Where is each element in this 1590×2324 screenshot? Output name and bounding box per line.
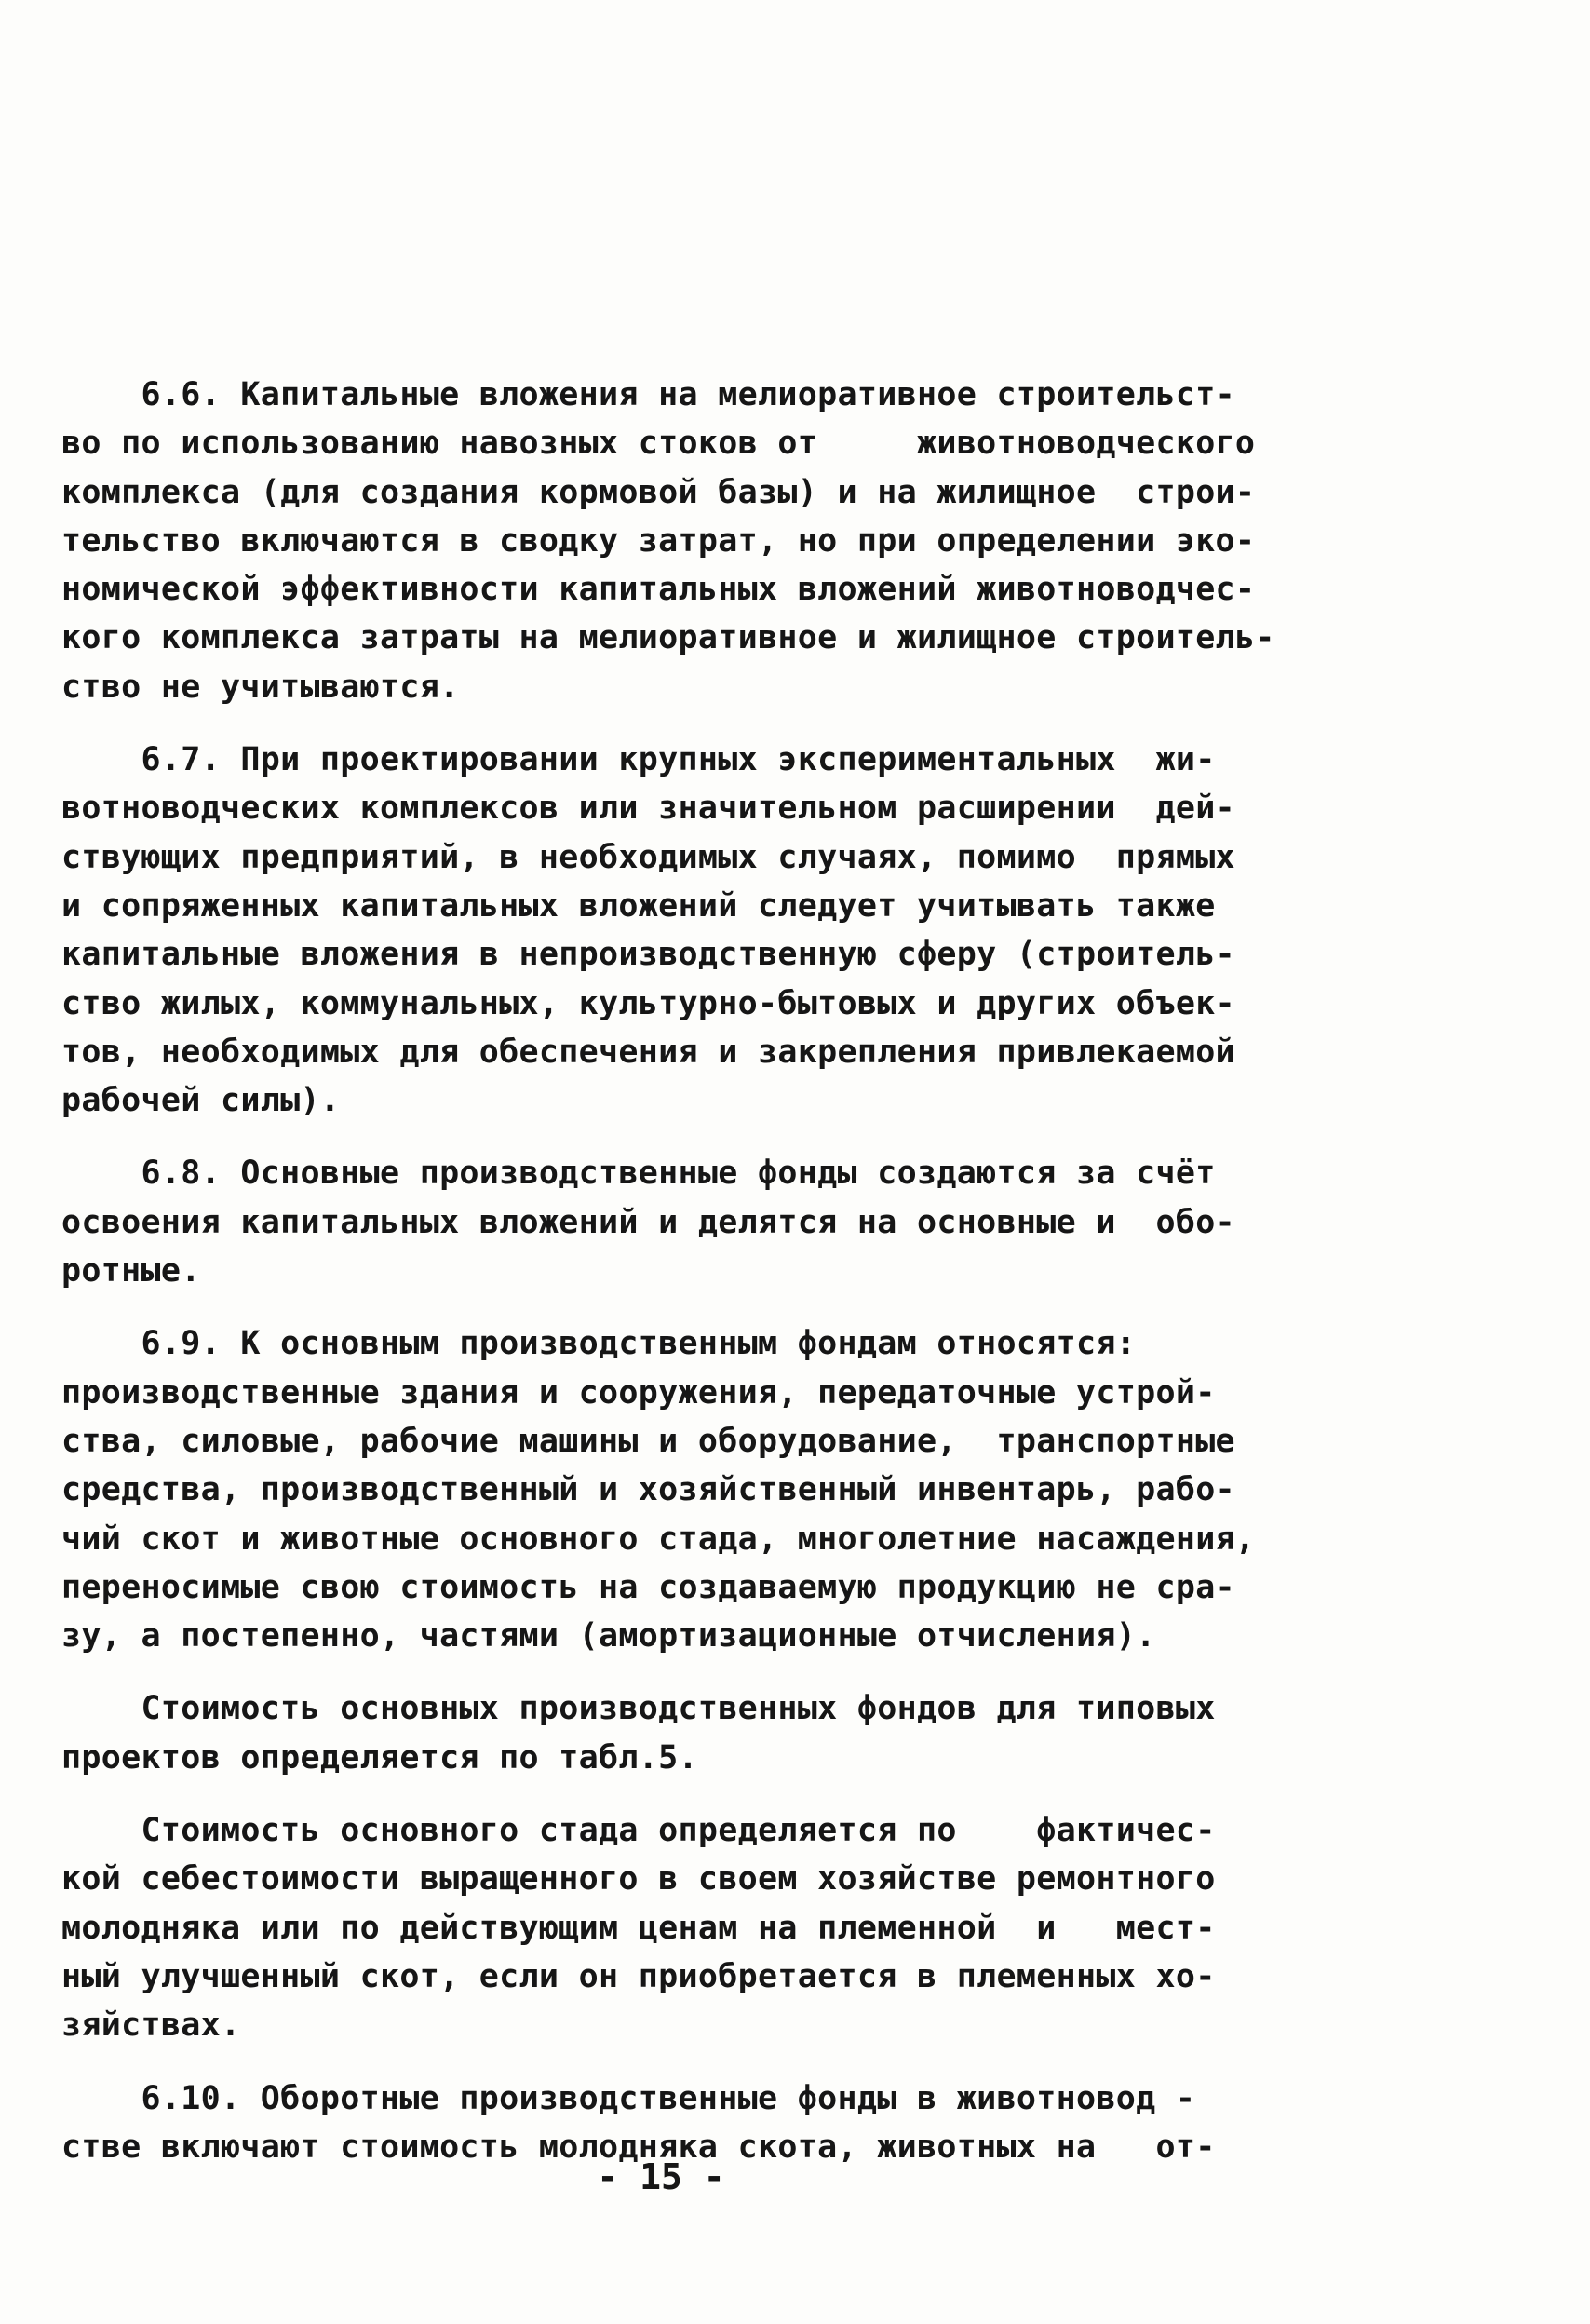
text-line: ства, силовые, рабочие машины и оборудование, транспортные — [61, 1422, 1235, 1460]
text-line: ство не учитываются. — [61, 668, 460, 706]
text-line: ствующих предприятий, в необходимых случаях, помимо прямых — [61, 838, 1235, 876]
text-line: вотноводческих комплексов или значительном расширении дей- — [61, 790, 1235, 828]
text-line: 6.9. К основным производственным фондам относятся: — [61, 1325, 1137, 1363]
paragraph-gap — [61, 1295, 1262, 1319]
text-line: кой себестоимости выращенного в своем хозяйстве ремонтного — [61, 1860, 1216, 1898]
text-line: и сопряженных капитальных вложений следует учитывать также — [61, 886, 1216, 925]
text-line: зу, а постепенно, частями (амортизационные отчисления). — [61, 1617, 1156, 1655]
text-line: освоения капитальных вложений и делятся на основные и обо- — [61, 1203, 1235, 1241]
paragraph-gap — [61, 711, 1262, 736]
text-line: ство жилых, коммунальных, культурно-бытовых и других объек- — [61, 984, 1235, 1022]
text-line: проектов определяется по табл.5. — [61, 1738, 698, 1777]
document-body — [61, 371, 1275, 2171]
paragraph-gap — [61, 2050, 1262, 2074]
text-line: капитальные вложения в непроизводственную сферу (строитель- — [61, 936, 1235, 974]
text-line: стве включают стоимость молодняка скота, животных на от- — [61, 2128, 1216, 2166]
text-line: средства, производственный и хозяйственный инвентарь, рабо- — [61, 1471, 1235, 1509]
paragraph-fixed-assets-cost — [61, 1684, 1262, 1782]
text-line: зяйствах. — [61, 2006, 241, 2045]
text-line: тельство включаются в сводку затрат, но при определении эко- — [61, 521, 1256, 560]
text-line: кого комплекса затраты на мелиоративное и жилищное строитель- — [61, 619, 1275, 657]
page-number: - 15 - — [597, 2156, 725, 2197]
paragraph-herd-cost — [61, 1806, 1262, 2049]
text-line: молодняка или по действующим ценам на племенной и мест- — [61, 1909, 1216, 1947]
paragraph-gap — [61, 1125, 1262, 1149]
paragraph-gap — [61, 1660, 1262, 1684]
text-line: комплекса (для создания кормовой базы) и на жилищное строи- — [61, 473, 1256, 511]
text-line: тов, необходимых для обеспечения и закрепления привлекаемой — [61, 1033, 1235, 1071]
text-line: 6.10. Оборотные производственные фонды в животновод - — [61, 2079, 1196, 2117]
text-line: во по использованию навозных стоков от животноводческого — [61, 425, 1256, 463]
paragraph-gap — [61, 1782, 1262, 1806]
text-line: чий скот и животные основного стада, многолетние насаждения, — [61, 1520, 1256, 1558]
text-line: номической эффективности капитальных вложений животноводчес- — [61, 571, 1256, 609]
text-line: рабочей силы). — [61, 1082, 341, 1120]
text-line: 6.8. Основные производственные фонды создаются за счёт — [61, 1155, 1216, 1193]
text-line: ный улучшенный скот, если он приобретается в племенных хо- — [61, 1957, 1216, 1995]
paragraph-6-8 — [61, 1149, 1262, 1295]
text-line: Стоимость основного стада определяется по фактичес- — [61, 1812, 1216, 1850]
text-line: 6.7. При проектировании крупных экспериментальных жи- — [61, 741, 1216, 779]
text-line: производственные здания и сооружения, передаточные устрой- — [61, 1373, 1216, 1412]
text-line: Стоимость основных производственных фондов для типовых — [61, 1690, 1216, 1728]
text-line: ротные. — [61, 1252, 201, 1290]
text-line: переносимые свою стоимость на создаваемую продукцию не сра- — [61, 1568, 1235, 1606]
paragraph-6-7 — [61, 736, 1262, 1125]
text-line: 6.6. Капитальные вложения на мелиоративное строительст- — [61, 376, 1235, 413]
paragraph-6-9 — [61, 1319, 1262, 1660]
paragraph-6-6 — [61, 371, 1275, 711]
